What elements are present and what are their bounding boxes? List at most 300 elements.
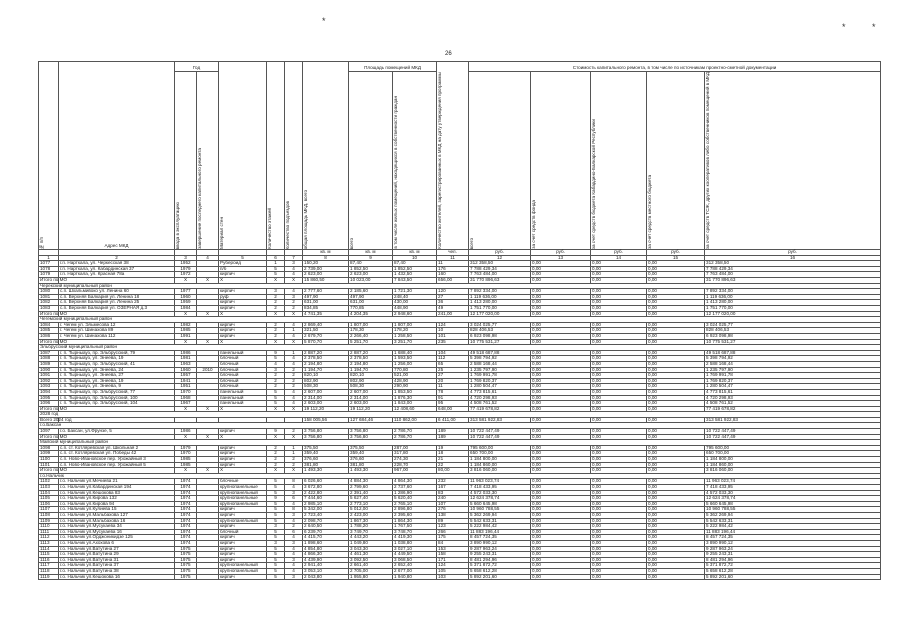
table-cell: 4 [285, 389, 303, 395]
table-cell: 5 542 633,31 [705, 518, 881, 524]
table-cell: 0,00 [647, 485, 705, 491]
table-cell: Х [219, 339, 267, 345]
table-cell: 2 [267, 378, 285, 384]
table-cell: 0,00 [531, 266, 591, 272]
table-cell: 0,00 [531, 278, 591, 284]
table-cell: 12 624 378,74 [705, 496, 881, 502]
table-cell: 0,00 [531, 546, 591, 552]
table-cell: 103 [437, 574, 469, 580]
table-cell: 3 890 990,12 [469, 540, 531, 546]
table-cell: 0,00 [591, 524, 647, 530]
table-cell: 497,90 [349, 294, 393, 300]
table-cell: 2 723,40 [303, 512, 349, 518]
unit-cell: руб. [531, 250, 591, 256]
table-cell: 1 769 820,37 [469, 378, 531, 384]
table-cell: 0,00 [591, 350, 647, 356]
table-cell: 0,00 [591, 552, 647, 558]
table-cell: 5 658 612,28 [705, 568, 881, 574]
table-cell: 2 896,80 [393, 507, 437, 513]
table-cell: г.о. Нальчик ул.Ватутина 37 [59, 563, 175, 569]
table-cell: 0,00 [647, 462, 705, 468]
table-cell: 1984 [175, 306, 197, 312]
table-cell: 0,00 [531, 272, 591, 278]
table-cell: 11 [437, 261, 469, 267]
table-cell: 656,00 [437, 278, 469, 284]
table-cell: 1981 [175, 356, 197, 362]
table-cell: 0,00 [647, 468, 705, 474]
table-cell: 508,30 [349, 384, 393, 390]
table-cell: 0,00 [647, 266, 705, 272]
page-number: 26 [445, 51, 452, 57]
table-cell: 428,90 [393, 378, 437, 384]
table-cell: 0,00 [531, 395, 591, 401]
table-cell: г.о. Нальчик ул.Мечиева 21 [59, 479, 175, 485]
table-cell: 4 439,90 [303, 557, 349, 563]
table-cell: г.о. Нальчик ул.Кешокова 83 [59, 490, 175, 496]
table-cell: 5 [267, 490, 285, 496]
table-cell: 7 892 334,00 [705, 289, 881, 295]
table-cell: 1 184 800,00 [705, 457, 881, 463]
repair-program-table [38, 61, 881, 580]
table-cell: 0,00 [531, 333, 591, 339]
table-cell: 2 [267, 445, 285, 451]
table-cell: Х [285, 434, 303, 440]
table-cell: 0,00 [647, 557, 705, 563]
table-cell: 8 457 724,35 [705, 535, 881, 541]
table-cell: 5 [267, 356, 285, 362]
table-cell: г. Чегем ул. Эльмесова 12 [59, 322, 175, 328]
table-cell: крупнопанельный [219, 501, 267, 507]
table-cell: 3 756,80 [349, 429, 393, 435]
column-number-cell: 13 [531, 255, 591, 261]
table-cell: 0,00 [647, 261, 705, 267]
table-cell: 138 [437, 512, 469, 518]
table-cell: 189 [437, 429, 469, 435]
table-cell: 189 [437, 434, 469, 440]
table-cell: г. п. Тырныауз, ул. Энеева, 27 [59, 373, 175, 379]
header-cost-fund: за счет средств фонда [531, 72, 591, 250]
table-cell: 2 423,00 [349, 512, 393, 518]
table-cell: 5 [267, 479, 285, 485]
table-cell: 0,00 [647, 395, 705, 401]
table-cell: 274,30 [393, 457, 437, 463]
table-cell: 8 481 294,96 [469, 557, 531, 563]
table-cell: кирпич [219, 322, 267, 328]
table-cell: 5 660 645,98 [469, 501, 531, 507]
table-cell: 0,00 [647, 434, 705, 440]
table-cell: 0,00 [531, 389, 591, 395]
table-cell: 4 884,30 [349, 479, 393, 485]
table-cell: 1959 [175, 300, 197, 306]
header-wall-material: Материал стен [219, 62, 267, 250]
table-cell: 0,00 [531, 462, 591, 468]
table-cell: 0,00 [591, 546, 647, 552]
table-cell: г. п. Тырныауз, пр. Эльбрусский, 41 [59, 361, 175, 367]
table-cell: 0,00 [647, 507, 705, 513]
header-area-total: всего [349, 72, 393, 250]
table-cell: 4 741,35 [303, 311, 349, 317]
table-cell: 1985 [175, 328, 197, 334]
table-cell: 175 [437, 535, 469, 541]
table-cell: 795 600,00 [469, 445, 531, 451]
table-cell: 228,70 [393, 462, 437, 468]
section-title: г.о.Нальчик [39, 473, 881, 479]
table-cell: 77 419 678,82 [705, 406, 881, 412]
table-cell: 10 960 788,55 [469, 507, 531, 513]
scan-mark: * [842, 22, 846, 32]
table-cell: 1092 [39, 378, 59, 384]
table-cell: 0,00 [531, 451, 591, 457]
table-cell: г.о. Нальчик ул.Ватутина 29 [59, 552, 175, 558]
table-cell: 9 287 963,24 [705, 546, 881, 552]
table-cell: 1 493,30 [349, 468, 393, 474]
table-cell: 1974 [175, 518, 197, 524]
table-cell: 2 607,00 [303, 389, 349, 395]
table-cell: 3 [285, 540, 303, 546]
table-cell: 0,00 [531, 328, 591, 334]
table-cell: 375,50 [303, 445, 349, 451]
table-cell: 1 767,50 [393, 524, 437, 530]
table-cell: 1974 [175, 490, 197, 496]
table-cell: 0,00 [591, 518, 647, 524]
table-cell: 1088 [39, 356, 59, 362]
table-cell: 2 [285, 378, 303, 384]
table-cell: 1084 [39, 322, 59, 328]
table-cell: 2 679,70 [303, 333, 349, 339]
section-title: Эльбрусский муниципальный район [39, 345, 881, 351]
table-cell: 124 [437, 322, 469, 328]
table-cell: с.п. Верхняя Балкария ул. Ленина 25 [59, 300, 175, 306]
table-cell: 3 756,80 [303, 429, 349, 435]
table-cell: 0,00 [647, 574, 705, 580]
table-cell: Х [197, 468, 219, 474]
table-cell: 8 457 724,35 [469, 535, 531, 541]
table-cell: 0,00 [531, 540, 591, 546]
table-cell: 795 600,00 [705, 445, 881, 451]
table-cell: 2 395,60 [393, 512, 437, 518]
table-cell: 3 756,80 [303, 434, 349, 440]
table-cell: 6 923 098,98 [469, 333, 531, 339]
table-cell: г. п. Тырныауз, ул. Энеева, 19 [59, 356, 175, 362]
table-cell: 1974 [175, 485, 197, 491]
table-cell: г.о. Нальчик ул.Мусукаева 16 [59, 529, 175, 535]
table-cell: 4 461,30 [349, 552, 393, 558]
table-cell: 4 [285, 395, 303, 401]
table-cell: г.о. Нальчик ул.Кабардинская 194 [59, 485, 175, 491]
table-cell: 1960 [175, 367, 197, 373]
table-cell: Всего 2024 год [40, 416, 72, 422]
table-cell: 2 043,80 [303, 574, 349, 580]
table-cell: блочный [219, 361, 267, 367]
table-cell: 5 620,40 [393, 496, 437, 502]
table-cell: 10 722 447,49 [469, 429, 531, 435]
table-cell: 65 [437, 361, 469, 367]
table-cell: 0,00 [531, 294, 591, 300]
table-cell: 2 [267, 294, 285, 300]
table-cell: крупнопанельные [219, 496, 267, 502]
header-total-area: общая площадь МКД, всего [303, 62, 349, 250]
table-cell: кирпич [219, 535, 267, 541]
table-cell: 0,00 [647, 339, 705, 345]
table-cell: крупнопанельный [219, 490, 267, 496]
table-cell: 12 624 378,74 [469, 496, 531, 502]
table-cell: г. п. Тырныауз, ул. Энеева, 19 [59, 378, 175, 384]
table-cell: 1082 [39, 300, 59, 306]
table-cell: Х [175, 339, 197, 345]
table-cell: 12 177 020,00 [705, 311, 881, 317]
table-cell: 0,00 [531, 490, 591, 496]
table-cell: 2 623,00 [303, 272, 349, 278]
table-cell: 1963 [175, 361, 197, 367]
column-number-cell: 12 [469, 255, 531, 261]
table-cell: 5 892 201,60 [469, 574, 531, 580]
table-cell: 0,00 [531, 384, 591, 390]
table-cell: 0,00 [591, 367, 647, 373]
table-cell: 5 222 984,42 [705, 524, 881, 530]
table-cell: 650 700,00 [469, 451, 531, 457]
table-cell: 2 [267, 322, 285, 328]
table-cell: 1115 [39, 552, 59, 558]
table-cell: 0,00 [591, 401, 647, 407]
table-cell: 0,00 [531, 373, 591, 379]
table-cell: 2 786,70 [393, 434, 437, 440]
table-cell: 240 [437, 496, 469, 502]
column-number-cell: 8 [303, 255, 349, 261]
table-cell: 21 [437, 457, 469, 463]
table-cell: 1 769 991,78 [705, 373, 881, 379]
table-cell: 0,00 [591, 462, 647, 468]
table-cell: Х [219, 311, 267, 317]
table-cell: 0,00 [531, 512, 591, 518]
table-cell: 5 [267, 485, 285, 491]
table-cell: 2 [285, 367, 303, 373]
column-number-cell: 10 [393, 255, 437, 261]
table-cell: 1 [285, 445, 303, 451]
table-cell: блочный [219, 529, 267, 535]
table-cell: Х [175, 278, 197, 284]
table-cell: 1 235 797,90 [469, 367, 531, 373]
table-cell: Итого по МО [40, 338, 68, 344]
table-cell: 0,00 [591, 300, 647, 306]
table-cell: 4 [285, 289, 303, 295]
table-cell: 0,00 [591, 501, 647, 507]
table-cell: 0,00 [591, 485, 647, 491]
table-cell: 3 [285, 557, 303, 563]
table-cell: 1 184 860,00 [705, 462, 881, 468]
table-cell: 1974 [175, 529, 197, 535]
section-title: Черекский муниципальный район [39, 283, 881, 289]
table-cell: 2010 [197, 367, 219, 373]
table-cell: блочный [219, 373, 267, 379]
table-cell: 313 581 922,83 [705, 417, 881, 423]
table-cell: 1079 [39, 272, 59, 278]
table-cell: 2 603,00 [349, 401, 393, 407]
table-cell: 0,00 [531, 557, 591, 563]
table-cell: 3 749,70 [349, 529, 393, 535]
table-cell: 631,00 [303, 300, 349, 306]
table-cell: 2 [285, 300, 303, 306]
header-cost-group: Стоимость капитального ремонта, в том числе по источникам проектно-сметной документации [469, 62, 881, 72]
table-cell: 0,00 [531, 367, 591, 373]
table-cell: 0,00 [591, 557, 647, 563]
table-cell: 0,00 [531, 529, 591, 535]
table-cell: 9 [267, 429, 285, 435]
table-cell: 0,00 [591, 445, 647, 451]
table-cell: 1117 [39, 563, 59, 569]
table-cell: 105 [437, 568, 469, 574]
table-cell: 312 358,50 [705, 261, 881, 267]
table-cell: 4 773 815,61 [469, 389, 531, 395]
header-residents: Количество жителей, зарегистрированных в МКД на дату утверждения программы [437, 62, 469, 250]
table-cell: 2 985,10 [303, 501, 349, 507]
table-cell: 650 700,00 [705, 451, 881, 457]
table-cell: 1111 [39, 529, 59, 535]
table-cell: 5 [267, 529, 285, 535]
table-cell: 18 [437, 451, 469, 457]
table-cell: 802,90 [303, 378, 349, 384]
table-cell: 0,00 [591, 322, 647, 328]
table-cell: 5 398 794,92 [469, 356, 531, 362]
table-cell: 0,00 [531, 350, 591, 356]
table-cell: 828 406,53 [469, 328, 531, 334]
table-cell: 0,00 [647, 406, 705, 412]
header-cost-local: за счет средств местного бюджета [647, 72, 705, 250]
table-cell: 1081 [39, 294, 59, 300]
table-cell: 1103 [39, 485, 59, 491]
table-cell: 3 756,80 [349, 434, 393, 440]
table-cell: 84 [437, 540, 469, 546]
table-cell: кирпич [219, 300, 267, 306]
table-cell: 31 770 896,63 [469, 278, 531, 284]
table-cell: 232 [437, 479, 469, 485]
table-cell: с.п. ст. Котляревская ул. Школьная 2 [59, 445, 175, 451]
header-floors: Количество этажей [267, 62, 285, 250]
table-cell: 2 [285, 384, 303, 390]
table-cell: 1112 [39, 535, 59, 541]
table-cell: 0,00 [591, 356, 647, 362]
table-cell: 0,00 [647, 552, 705, 558]
table-cell: 1105 [39, 496, 59, 502]
table-cell: 2 607,00 [349, 389, 393, 395]
table-cell: 1085 [39, 328, 59, 334]
table-cell: 1975 [175, 563, 197, 569]
table-cell: г.о. Нальчик ул.Ватутина 31 [59, 557, 175, 563]
table-cell: 1090 [39, 367, 59, 373]
table-cell: 0,00 [591, 339, 647, 345]
table-cell: 0,00 [531, 445, 591, 451]
table-cell: 1986 [175, 429, 197, 435]
table-cell: 375,50 [349, 445, 393, 451]
table-cell: 0,00 [531, 401, 591, 407]
table-cell: 1951 [175, 384, 197, 390]
table-cell: 0,00 [591, 406, 647, 412]
table-cell: 4 720 298,93 [469, 395, 531, 401]
table-cell: 1086 [39, 333, 59, 339]
table-cell: 4 [285, 361, 303, 367]
table-cell: Х [175, 311, 197, 317]
table-cell: 7 418 433,95 [469, 485, 531, 491]
table-cell: Х [285, 406, 303, 412]
table-cell: кирпич [219, 552, 267, 558]
table-cell: 0,00 [647, 278, 705, 284]
table-cell: 6 [285, 496, 303, 502]
table-cell: 3 [285, 294, 303, 300]
table-cell: 1975 [175, 568, 197, 574]
table-cell: 5 [267, 568, 285, 574]
table-cell: блочный [219, 384, 267, 390]
table-cell: 1974 [175, 512, 197, 518]
table-cell: 1 194,70 [349, 367, 393, 373]
table-cell: 1098 [39, 445, 59, 451]
table-cell: 6 026,60 [303, 479, 349, 485]
table-cell: 11 963 023,74 [469, 479, 531, 485]
table-cell: 0,00 [531, 356, 591, 362]
table-cell: 0,00 [647, 568, 705, 574]
table-cell: 0,00 [647, 529, 705, 535]
table-cell: 6 [285, 529, 303, 535]
table-cell: 0,00 [647, 361, 705, 367]
column-number-cell: 1 [39, 255, 59, 261]
table-cell: 3 024 025,77 [469, 322, 531, 328]
table-cell: 11 883 196,44 [469, 529, 531, 535]
table-cell: 1089 [39, 361, 59, 367]
table-cell: 0,00 [647, 311, 705, 317]
table-cell: 508,30 [303, 384, 349, 390]
table-cell: 2 941,40 [303, 563, 349, 569]
table-cell: 5 012,00 [349, 507, 393, 513]
table-cell: 5 [267, 512, 285, 518]
table-cell: 235 [437, 339, 469, 345]
table-cell: 0,00 [647, 540, 705, 546]
table-cell: 160 [437, 272, 469, 278]
table-cell: 0,00 [647, 373, 705, 379]
table-cell: г.о. Нальчик ул.Кулиева 15 [59, 507, 175, 513]
table-cell: кирпич [219, 451, 267, 457]
table-cell: 49 518 687,88 [705, 350, 881, 356]
table-cell: 1 413 280,00 [469, 300, 531, 306]
table-cell: 5 362 269,94 [705, 512, 881, 518]
table-cell: 5 [267, 401, 285, 407]
table-cell: 1960 [175, 294, 197, 300]
table-cell: 2 869,40 [303, 322, 349, 328]
table-cell: 0,00 [531, 300, 591, 306]
table-cell: 0,00 [591, 311, 647, 317]
table-cell: 2 422,80 [303, 490, 349, 496]
table-cell: Х [219, 434, 267, 440]
table-cell: Х [197, 339, 219, 345]
table-cell: с.п. Верхняя Балкария ул. ОЗЕРНАЯ д.3 [59, 306, 175, 312]
table-cell: 9 [267, 350, 285, 356]
table-cell: 101 [437, 333, 469, 339]
table-cell: 0,00 [591, 306, 647, 312]
table-cell: 0,00 [531, 468, 591, 474]
table-cell: 89 [437, 518, 469, 524]
table-cell: 0,00 [531, 574, 591, 580]
table-cell: 80,00 [437, 468, 469, 474]
table-cell: 2 588 168,44 [469, 361, 531, 367]
section-title: Чегемский муниципальный район [39, 317, 881, 323]
table-cell: 1 413 280,00 [705, 300, 881, 306]
table-cell: 3 816 060,00 [705, 468, 881, 474]
column-number-cell: 16 [705, 255, 881, 261]
table-cell: кирпич [219, 333, 267, 339]
table-cell: 2 661,40 [349, 563, 393, 569]
table-cell: 0,00 [591, 266, 647, 272]
column-number-cell: 6 [267, 255, 285, 261]
table-cell: 3 [285, 512, 303, 518]
table-cell: 0,00 [647, 367, 705, 373]
table-cell: 5 [267, 574, 285, 580]
